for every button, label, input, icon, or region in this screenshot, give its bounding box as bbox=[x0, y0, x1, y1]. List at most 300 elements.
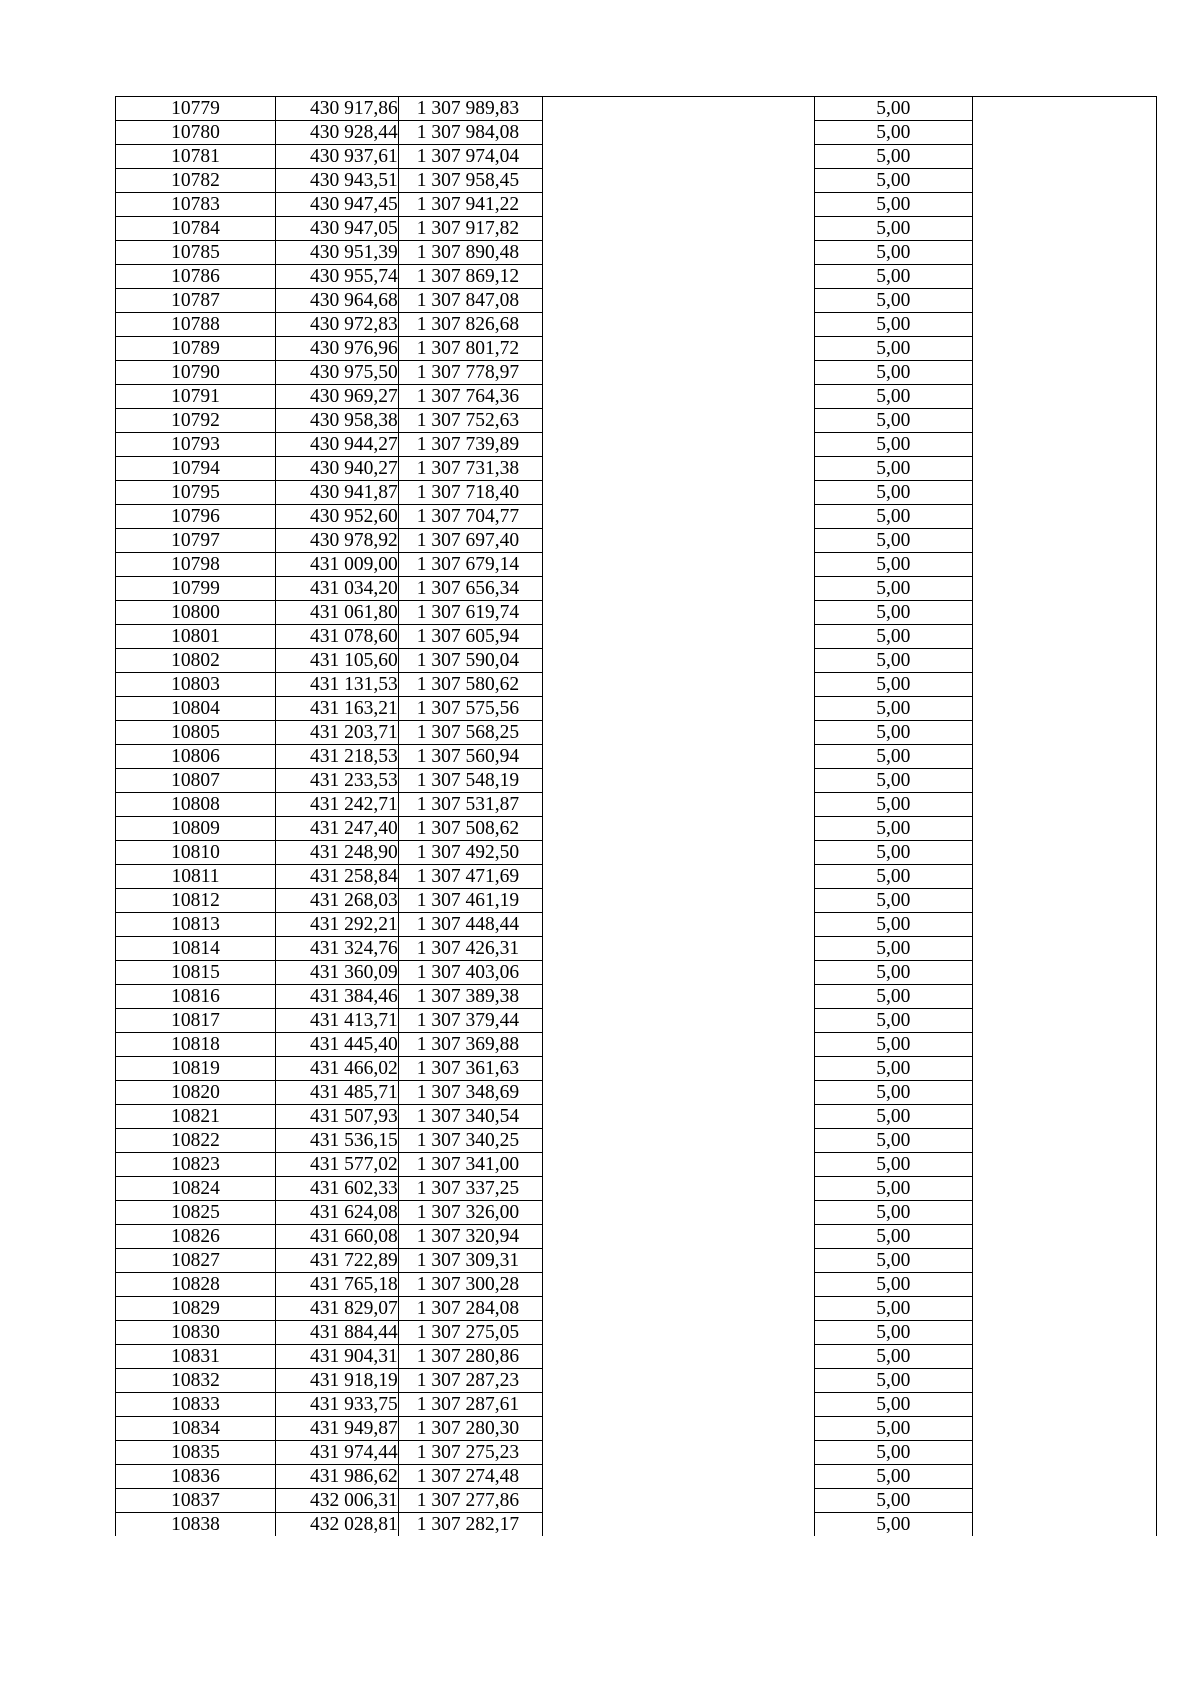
x-coordinate-cell: 431 218,53 bbox=[276, 745, 399, 769]
x-coordinate-cell: 431 904,31 bbox=[276, 1345, 399, 1369]
empty-cell bbox=[542, 649, 814, 673]
y-coordinate-cell: 1 307 869,12 bbox=[398, 265, 542, 289]
y-coordinate-cell: 1 307 764,36 bbox=[398, 385, 542, 409]
distance-cell: 5,00 bbox=[814, 433, 972, 457]
table-row bbox=[116, 145, 1157, 169]
empty-cell bbox=[972, 913, 1156, 937]
empty-cell bbox=[542, 625, 814, 649]
y-coordinate-cell: 1 307 697,40 bbox=[398, 529, 542, 553]
distance-cell: 5,00 bbox=[814, 985, 972, 1009]
table-row bbox=[116, 1393, 1157, 1417]
x-coordinate-cell: 431 485,71 bbox=[276, 1081, 399, 1105]
empty-cell bbox=[542, 529, 814, 553]
y-coordinate-cell: 1 307 461,19 bbox=[398, 889, 542, 913]
y-coordinate-cell: 1 307 568,25 bbox=[398, 721, 542, 745]
empty-cell bbox=[542, 1273, 814, 1297]
table-row bbox=[116, 553, 1157, 577]
y-coordinate-cell: 1 307 492,50 bbox=[398, 841, 542, 865]
y-coordinate-cell: 1 307 379,44 bbox=[398, 1009, 542, 1033]
empty-cell bbox=[542, 697, 814, 721]
x-coordinate-cell: 430 941,87 bbox=[276, 481, 399, 505]
y-coordinate-cell: 1 307 984,08 bbox=[398, 121, 542, 145]
empty-cell bbox=[542, 1249, 814, 1273]
table-row bbox=[116, 985, 1157, 1009]
y-coordinate-cell: 1 307 287,61 bbox=[398, 1393, 542, 1417]
table-row bbox=[116, 961, 1157, 985]
distance-cell: 5,00 bbox=[814, 481, 972, 505]
x-coordinate-cell: 430 976,96 bbox=[276, 337, 399, 361]
distance-cell: 5,00 bbox=[814, 649, 972, 673]
point-number-cell: 10822 bbox=[116, 1129, 276, 1153]
point-number-cell: 10817 bbox=[116, 1009, 276, 1033]
x-coordinate-cell: 431 765,18 bbox=[276, 1273, 399, 1297]
y-coordinate-cell: 1 307 280,30 bbox=[398, 1417, 542, 1441]
x-coordinate-cell: 431 247,40 bbox=[276, 817, 399, 841]
y-coordinate-cell: 1 307 369,88 bbox=[398, 1033, 542, 1057]
point-number-cell: 10793 bbox=[116, 433, 276, 457]
empty-cell bbox=[542, 673, 814, 697]
point-number-cell: 10834 bbox=[116, 1417, 276, 1441]
y-coordinate-cell: 1 307 679,14 bbox=[398, 553, 542, 577]
empty-cell bbox=[972, 289, 1156, 313]
point-number-cell: 10787 bbox=[116, 289, 276, 313]
point-number-cell: 10785 bbox=[116, 241, 276, 265]
y-coordinate-cell: 1 307 605,94 bbox=[398, 625, 542, 649]
table-row bbox=[116, 889, 1157, 913]
distance-cell: 5,00 bbox=[814, 1225, 972, 1249]
y-coordinate-cell: 1 307 320,94 bbox=[398, 1225, 542, 1249]
table-row bbox=[116, 169, 1157, 193]
y-coordinate-cell: 1 307 340,54 bbox=[398, 1105, 542, 1129]
empty-cell bbox=[972, 1417, 1156, 1441]
x-coordinate-cell: 431 536,15 bbox=[276, 1129, 399, 1153]
point-number-cell: 10821 bbox=[116, 1105, 276, 1129]
table-row bbox=[116, 241, 1157, 265]
point-number-cell: 10837 bbox=[116, 1489, 276, 1513]
point-number-cell: 10820 bbox=[116, 1081, 276, 1105]
empty-cell bbox=[972, 457, 1156, 481]
empty-cell bbox=[542, 985, 814, 1009]
x-coordinate-cell: 431 624,08 bbox=[276, 1201, 399, 1225]
point-number-cell: 10795 bbox=[116, 481, 276, 505]
empty-cell bbox=[542, 121, 814, 145]
empty-cell bbox=[542, 1225, 814, 1249]
point-number-cell: 10829 bbox=[116, 1297, 276, 1321]
distance-cell: 5,00 bbox=[814, 1129, 972, 1153]
x-coordinate-cell: 430 944,27 bbox=[276, 433, 399, 457]
coordinates-table bbox=[115, 96, 1157, 1536]
y-coordinate-cell: 1 307 958,45 bbox=[398, 169, 542, 193]
distance-cell: 5,00 bbox=[814, 817, 972, 841]
empty-cell bbox=[972, 1345, 1156, 1369]
empty-cell bbox=[972, 889, 1156, 913]
point-number-cell: 10797 bbox=[116, 529, 276, 553]
coordinates-table-body bbox=[116, 97, 1157, 1537]
x-coordinate-cell: 431 507,93 bbox=[276, 1105, 399, 1129]
table-row bbox=[116, 1297, 1157, 1321]
table-row bbox=[116, 577, 1157, 601]
point-number-cell: 10813 bbox=[116, 913, 276, 937]
x-coordinate-cell: 431 974,44 bbox=[276, 1441, 399, 1465]
x-coordinate-cell: 431 602,33 bbox=[276, 1177, 399, 1201]
empty-cell bbox=[542, 361, 814, 385]
table-row bbox=[116, 1249, 1157, 1273]
point-number-cell: 10833 bbox=[116, 1393, 276, 1417]
distance-cell: 5,00 bbox=[814, 529, 972, 553]
x-coordinate-cell: 431 061,80 bbox=[276, 601, 399, 625]
distance-cell: 5,00 bbox=[814, 793, 972, 817]
empty-cell bbox=[972, 241, 1156, 265]
empty-cell bbox=[972, 1513, 1156, 1537]
distance-cell: 5,00 bbox=[814, 721, 972, 745]
point-number-cell: 10826 bbox=[116, 1225, 276, 1249]
distance-cell: 5,00 bbox=[814, 1369, 972, 1393]
empty-cell bbox=[972, 625, 1156, 649]
table-row bbox=[116, 505, 1157, 529]
distance-cell: 5,00 bbox=[814, 1513, 972, 1537]
empty-cell bbox=[542, 961, 814, 985]
distance-cell: 5,00 bbox=[814, 1033, 972, 1057]
table-row bbox=[116, 1465, 1157, 1489]
table-row bbox=[116, 1321, 1157, 1345]
distance-cell: 5,00 bbox=[814, 937, 972, 961]
point-number-cell: 10816 bbox=[116, 985, 276, 1009]
x-coordinate-cell: 431 660,08 bbox=[276, 1225, 399, 1249]
empty-cell bbox=[972, 817, 1156, 841]
table-row bbox=[116, 649, 1157, 673]
distance-cell: 5,00 bbox=[814, 169, 972, 193]
empty-cell bbox=[972, 1009, 1156, 1033]
point-number-cell: 10810 bbox=[116, 841, 276, 865]
empty-cell bbox=[972, 217, 1156, 241]
table-row bbox=[116, 1489, 1157, 1513]
point-number-cell: 10781 bbox=[116, 145, 276, 169]
point-number-cell: 10784 bbox=[116, 217, 276, 241]
empty-cell bbox=[972, 1273, 1156, 1297]
empty-cell bbox=[972, 1441, 1156, 1465]
point-number-cell: 10805 bbox=[116, 721, 276, 745]
y-coordinate-cell: 1 307 739,89 bbox=[398, 433, 542, 457]
x-coordinate-cell: 431 105,60 bbox=[276, 649, 399, 673]
table-row bbox=[116, 1201, 1157, 1225]
point-number-cell: 10782 bbox=[116, 169, 276, 193]
x-coordinate-cell: 431 078,60 bbox=[276, 625, 399, 649]
point-number-cell: 10788 bbox=[116, 313, 276, 337]
distance-cell: 5,00 bbox=[814, 745, 972, 769]
distance-cell: 5,00 bbox=[814, 889, 972, 913]
x-coordinate-cell: 430 975,50 bbox=[276, 361, 399, 385]
empty-cell bbox=[972, 313, 1156, 337]
empty-cell bbox=[542, 769, 814, 793]
y-coordinate-cell: 1 307 282,17 bbox=[398, 1513, 542, 1537]
empty-cell bbox=[542, 193, 814, 217]
y-coordinate-cell: 1 307 340,25 bbox=[398, 1129, 542, 1153]
table-row bbox=[116, 337, 1157, 361]
empty-cell bbox=[542, 505, 814, 529]
table-row bbox=[116, 769, 1157, 793]
y-coordinate-cell: 1 307 989,83 bbox=[398, 97, 542, 121]
table-row bbox=[116, 433, 1157, 457]
table-row bbox=[116, 1153, 1157, 1177]
table-row bbox=[116, 1273, 1157, 1297]
table-row bbox=[116, 817, 1157, 841]
table-row bbox=[116, 697, 1157, 721]
y-coordinate-cell: 1 307 548,19 bbox=[398, 769, 542, 793]
table-row bbox=[116, 193, 1157, 217]
empty-cell bbox=[972, 121, 1156, 145]
empty-cell bbox=[542, 481, 814, 505]
distance-cell: 5,00 bbox=[814, 841, 972, 865]
y-coordinate-cell: 1 307 275,23 bbox=[398, 1441, 542, 1465]
table-row bbox=[116, 265, 1157, 289]
empty-cell bbox=[542, 553, 814, 577]
table-row bbox=[116, 97, 1157, 121]
y-coordinate-cell: 1 307 778,97 bbox=[398, 361, 542, 385]
point-number-cell: 10830 bbox=[116, 1321, 276, 1345]
empty-cell bbox=[542, 1129, 814, 1153]
empty-cell bbox=[542, 385, 814, 409]
y-coordinate-cell: 1 307 341,00 bbox=[398, 1153, 542, 1177]
table-row bbox=[116, 1513, 1157, 1537]
table-row bbox=[116, 913, 1157, 937]
y-coordinate-cell: 1 307 560,94 bbox=[398, 745, 542, 769]
x-coordinate-cell: 431 884,44 bbox=[276, 1321, 399, 1345]
empty-cell bbox=[972, 649, 1156, 673]
empty-cell bbox=[972, 1057, 1156, 1081]
y-coordinate-cell: 1 307 752,63 bbox=[398, 409, 542, 433]
point-number-cell: 10807 bbox=[116, 769, 276, 793]
distance-cell: 5,00 bbox=[814, 865, 972, 889]
distance-cell: 5,00 bbox=[814, 913, 972, 937]
empty-cell bbox=[542, 1033, 814, 1057]
x-coordinate-cell: 431 829,07 bbox=[276, 1297, 399, 1321]
point-number-cell: 10803 bbox=[116, 673, 276, 697]
x-coordinate-cell: 430 937,61 bbox=[276, 145, 399, 169]
distance-cell: 5,00 bbox=[814, 1441, 972, 1465]
table-row bbox=[116, 721, 1157, 745]
y-coordinate-cell: 1 307 801,72 bbox=[398, 337, 542, 361]
table-row bbox=[116, 937, 1157, 961]
empty-cell bbox=[542, 1177, 814, 1201]
x-coordinate-cell: 430 951,39 bbox=[276, 241, 399, 265]
point-number-cell: 10794 bbox=[116, 457, 276, 481]
empty-cell bbox=[542, 1081, 814, 1105]
empty-cell bbox=[542, 793, 814, 817]
empty-cell bbox=[542, 433, 814, 457]
distance-cell: 5,00 bbox=[814, 1465, 972, 1489]
table-row bbox=[116, 217, 1157, 241]
table-row bbox=[116, 1369, 1157, 1393]
x-coordinate-cell: 431 324,76 bbox=[276, 937, 399, 961]
empty-cell bbox=[542, 1489, 814, 1513]
y-coordinate-cell: 1 307 974,04 bbox=[398, 145, 542, 169]
distance-cell: 5,00 bbox=[814, 289, 972, 313]
empty-cell bbox=[972, 1489, 1156, 1513]
distance-cell: 5,00 bbox=[814, 1201, 972, 1225]
y-coordinate-cell: 1 307 275,05 bbox=[398, 1321, 542, 1345]
y-coordinate-cell: 1 307 426,31 bbox=[398, 937, 542, 961]
empty-cell bbox=[542, 1153, 814, 1177]
x-coordinate-cell: 431 933,75 bbox=[276, 1393, 399, 1417]
empty-cell bbox=[542, 1345, 814, 1369]
table-row bbox=[116, 1129, 1157, 1153]
empty-cell bbox=[542, 313, 814, 337]
empty-cell bbox=[542, 1441, 814, 1465]
y-coordinate-cell: 1 307 847,08 bbox=[398, 289, 542, 313]
distance-cell: 5,00 bbox=[814, 1297, 972, 1321]
empty-cell bbox=[972, 937, 1156, 961]
empty-cell bbox=[972, 1225, 1156, 1249]
x-coordinate-cell: 430 947,05 bbox=[276, 217, 399, 241]
point-number-cell: 10811 bbox=[116, 865, 276, 889]
y-coordinate-cell: 1 307 941,22 bbox=[398, 193, 542, 217]
point-number-cell: 10791 bbox=[116, 385, 276, 409]
empty-cell bbox=[542, 217, 814, 241]
x-coordinate-cell: 432 028,81 bbox=[276, 1513, 399, 1537]
point-number-cell: 10808 bbox=[116, 793, 276, 817]
distance-cell: 5,00 bbox=[814, 121, 972, 145]
empty-cell bbox=[972, 865, 1156, 889]
x-coordinate-cell: 430 917,86 bbox=[276, 97, 399, 121]
table-row bbox=[116, 361, 1157, 385]
distance-cell: 5,00 bbox=[814, 1273, 972, 1297]
x-coordinate-cell: 430 928,44 bbox=[276, 121, 399, 145]
empty-cell bbox=[542, 745, 814, 769]
empty-cell bbox=[542, 577, 814, 601]
empty-cell bbox=[972, 1177, 1156, 1201]
empty-cell bbox=[972, 1249, 1156, 1273]
empty-cell bbox=[972, 1297, 1156, 1321]
distance-cell: 5,00 bbox=[814, 1057, 972, 1081]
point-number-cell: 10801 bbox=[116, 625, 276, 649]
empty-cell bbox=[542, 1393, 814, 1417]
y-coordinate-cell: 1 307 619,74 bbox=[398, 601, 542, 625]
y-coordinate-cell: 1 307 277,86 bbox=[398, 1489, 542, 1513]
empty-cell bbox=[972, 1321, 1156, 1345]
table-row bbox=[116, 481, 1157, 505]
distance-cell: 5,00 bbox=[814, 217, 972, 241]
table-row bbox=[116, 1057, 1157, 1081]
x-coordinate-cell: 431 360,09 bbox=[276, 961, 399, 985]
y-coordinate-cell: 1 307 718,40 bbox=[398, 481, 542, 505]
point-number-cell: 10786 bbox=[116, 265, 276, 289]
distance-cell: 5,00 bbox=[814, 1177, 972, 1201]
point-number-cell: 10798 bbox=[116, 553, 276, 577]
table-row bbox=[116, 673, 1157, 697]
y-coordinate-cell: 1 307 348,69 bbox=[398, 1081, 542, 1105]
table-row bbox=[116, 841, 1157, 865]
empty-cell bbox=[542, 1105, 814, 1129]
point-number-cell: 10818 bbox=[116, 1033, 276, 1057]
x-coordinate-cell: 431 577,02 bbox=[276, 1153, 399, 1177]
point-number-cell: 10799 bbox=[116, 577, 276, 601]
empty-cell bbox=[542, 409, 814, 433]
distance-cell: 5,00 bbox=[814, 409, 972, 433]
empty-cell bbox=[542, 937, 814, 961]
table-row bbox=[116, 865, 1157, 889]
x-coordinate-cell: 431 413,71 bbox=[276, 1009, 399, 1033]
empty-cell bbox=[972, 1033, 1156, 1057]
distance-cell: 5,00 bbox=[814, 337, 972, 361]
empty-cell bbox=[972, 745, 1156, 769]
x-coordinate-cell: 430 958,38 bbox=[276, 409, 399, 433]
point-number-cell: 10838 bbox=[116, 1513, 276, 1537]
empty-cell bbox=[972, 985, 1156, 1009]
table-row bbox=[116, 1009, 1157, 1033]
table-row bbox=[116, 1033, 1157, 1057]
empty-cell bbox=[972, 169, 1156, 193]
x-coordinate-cell: 431 292,21 bbox=[276, 913, 399, 937]
x-coordinate-cell: 430 969,27 bbox=[276, 385, 399, 409]
point-number-cell: 10828 bbox=[116, 1273, 276, 1297]
table-row bbox=[116, 601, 1157, 625]
empty-cell bbox=[542, 1465, 814, 1489]
y-coordinate-cell: 1 307 917,82 bbox=[398, 217, 542, 241]
x-coordinate-cell: 430 940,27 bbox=[276, 457, 399, 481]
point-number-cell: 10806 bbox=[116, 745, 276, 769]
y-coordinate-cell: 1 307 704,77 bbox=[398, 505, 542, 529]
empty-cell bbox=[972, 1465, 1156, 1489]
empty-cell bbox=[972, 1105, 1156, 1129]
distance-cell: 5,00 bbox=[814, 1321, 972, 1345]
x-coordinate-cell: 431 248,90 bbox=[276, 841, 399, 865]
x-coordinate-cell: 432 006,31 bbox=[276, 1489, 399, 1513]
distance-cell: 5,00 bbox=[814, 697, 972, 721]
distance-cell: 5,00 bbox=[814, 1489, 972, 1513]
distance-cell: 5,00 bbox=[814, 1153, 972, 1177]
y-coordinate-cell: 1 307 826,68 bbox=[398, 313, 542, 337]
empty-cell bbox=[542, 289, 814, 313]
empty-cell bbox=[972, 481, 1156, 505]
x-coordinate-cell: 431 258,84 bbox=[276, 865, 399, 889]
empty-cell bbox=[972, 1201, 1156, 1225]
empty-cell bbox=[542, 1513, 814, 1537]
point-number-cell: 10789 bbox=[116, 337, 276, 361]
y-coordinate-cell: 1 307 361,63 bbox=[398, 1057, 542, 1081]
y-coordinate-cell: 1 307 731,38 bbox=[398, 457, 542, 481]
point-number-cell: 10804 bbox=[116, 697, 276, 721]
point-number-cell: 10783 bbox=[116, 193, 276, 217]
empty-cell bbox=[542, 457, 814, 481]
distance-cell: 5,00 bbox=[814, 1345, 972, 1369]
x-coordinate-cell: 431 722,89 bbox=[276, 1249, 399, 1273]
empty-cell bbox=[972, 361, 1156, 385]
x-coordinate-cell: 430 972,83 bbox=[276, 313, 399, 337]
distance-cell: 5,00 bbox=[814, 553, 972, 577]
empty-cell bbox=[542, 1321, 814, 1345]
y-coordinate-cell: 1 307 890,48 bbox=[398, 241, 542, 265]
x-coordinate-cell: 431 384,46 bbox=[276, 985, 399, 1009]
point-number-cell: 10824 bbox=[116, 1177, 276, 1201]
empty-cell bbox=[972, 433, 1156, 457]
y-coordinate-cell: 1 307 448,44 bbox=[398, 913, 542, 937]
empty-cell bbox=[972, 193, 1156, 217]
x-coordinate-cell: 431 034,20 bbox=[276, 577, 399, 601]
x-coordinate-cell: 430 955,74 bbox=[276, 265, 399, 289]
distance-cell: 5,00 bbox=[814, 505, 972, 529]
x-coordinate-cell: 431 131,53 bbox=[276, 673, 399, 697]
distance-cell: 5,00 bbox=[814, 1393, 972, 1417]
empty-cell bbox=[972, 409, 1156, 433]
empty-cell bbox=[542, 337, 814, 361]
empty-cell bbox=[972, 385, 1156, 409]
table-row bbox=[116, 1225, 1157, 1249]
table-row bbox=[116, 289, 1157, 313]
empty-cell bbox=[542, 601, 814, 625]
point-number-cell: 10823 bbox=[116, 1153, 276, 1177]
point-number-cell: 10814 bbox=[116, 937, 276, 961]
table-row bbox=[116, 1441, 1157, 1465]
